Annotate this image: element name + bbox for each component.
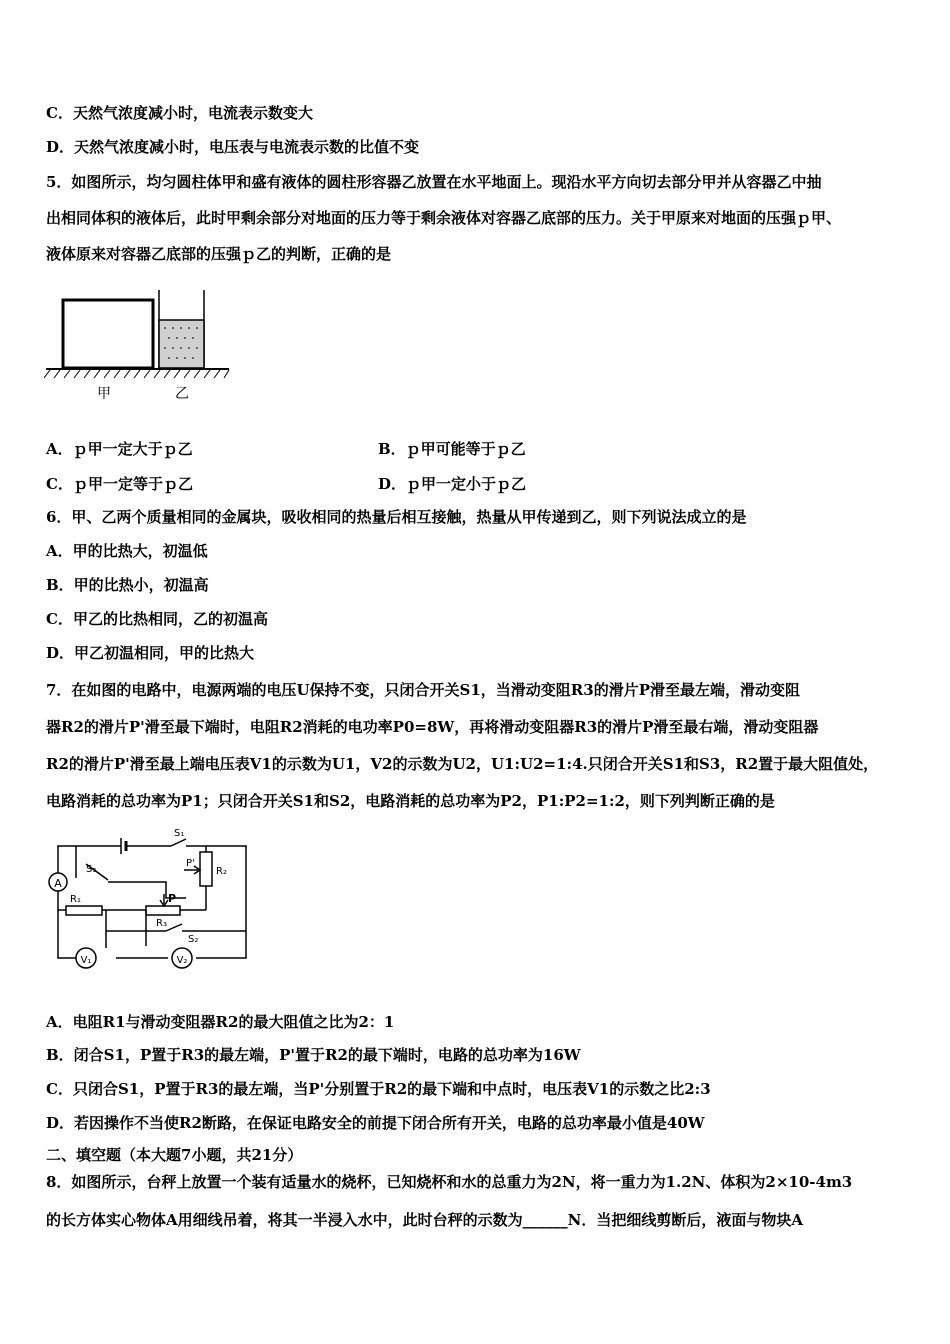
- q5-stem-line1: 5．如图所示，均匀圆柱体甲和盛有液体的圆柱形容器乙放置在水平地面上。现沿水平方向切去部分甲并从容器乙中抽: [46, 173, 822, 191]
- q6-option-c: C．甲乙的比热相同，乙的初温高: [46, 610, 268, 628]
- q6-option-a: A．甲的比热大，初温低: [46, 542, 208, 560]
- q4-option-c: C．天然气浓度减小时，电流表示数变大: [46, 104, 313, 122]
- q6-option-d: D．甲乙初温相同，甲的比热大: [46, 644, 255, 662]
- q7-fig-v2: V₂: [176, 955, 188, 966]
- q8-stem-line2: 的长方体实心物体A用细线吊着，将其一半浸入水中，此时台秤的示数为______N．当把细线剪断后，液面与物块A: [46, 1211, 803, 1229]
- q7-fig-p: P: [168, 892, 177, 905]
- q5-fig-label-yi: 乙: [175, 386, 189, 402]
- q5-fig-label-jia: 甲: [97, 386, 111, 402]
- q5-option-a: A．ｐ甲一定大于ｐ乙: [46, 440, 193, 458]
- q7-stem-line2: 器R2的滑片P'滑至最下端时，电阻R2消耗的电功率P0=8W，再将滑动变阻器R3的滑片P滑至最右端，滑动变阻器: [46, 718, 819, 736]
- q7-option-c: C．只闭合S1，P置于R3的最左端，当P'分别置于R2的最下端和中点时，电压表V1的示数之比2:3: [46, 1080, 711, 1098]
- section-heading: 二、填空题（本大题7小题，共21分）: [46, 1146, 303, 1164]
- q7-circuit-figure: [46, 826, 256, 976]
- q5-stem-line2: 出相同体积的液体后，此时甲剩余部分对地面的压力等于剩余液体对容器乙底部的压力。关于甲原来对地面的压强ｐ甲、: [46, 209, 842, 227]
- q7-stem-line3: R2的滑片P'滑至最上端电压表V1的示数为U1，V2的示数为U2，U1:U2=1:4.只闭合开关S1和S3，R2置于最大阻值处，: [46, 755, 879, 773]
- q7-fig-r3: R₃: [156, 918, 167, 929]
- q5-option-c: C．ｐ甲一定等于ｐ乙: [46, 475, 193, 493]
- q7-fig-ammeter: A: [54, 877, 62, 890]
- q7-fig-s3: S₃: [86, 864, 97, 875]
- q7-fig-v1: V₁: [80, 955, 92, 966]
- q7-fig-s2: S₂: [188, 934, 199, 945]
- q7-stem-line4: 电路消耗的总功率为P1；只闭合开关S1和S2，电路消耗的总功率为P2，P1:P2=1:2，则下列判断正确的是: [46, 792, 775, 810]
- q6-option-b: B．甲的比热小，初温高: [46, 576, 209, 594]
- q7-fig-s1: S₁: [174, 828, 185, 839]
- q5-figure: [44, 288, 234, 408]
- q7-fig-r2: R₂: [216, 866, 227, 877]
- q4-option-d: D．天然气浓度减小时，电压表与电流表示数的比值不变: [46, 138, 420, 156]
- q8-stem-line1: 8．如图所示，台秤上放置一个装有适量水的烧杯，已知烧杯和水的总重力为2N，将一重力为1.2N、体积为2×10-4m3: [46, 1173, 853, 1191]
- q7-fig-r1: R₁: [70, 894, 81, 905]
- q6-stem: 6．甲、乙两个质量相同的金属块，吸收相同的热量后相互接触，热量从甲传递到乙，则下列说法成立的是: [46, 508, 747, 526]
- q7-fig-pp: P': [186, 858, 195, 869]
- q7-option-d: D．若因操作不当使R2断路，在保证电路安全的前提下闭合所有开关，电路的总功率最小值是40W: [46, 1114, 705, 1132]
- q5-option-b: B．ｐ甲可能等于ｐ乙: [378, 440, 526, 458]
- q7-option-a: A．电阻R1与滑动变阻器R2的最大阻值之比为2：1: [46, 1013, 395, 1031]
- q7-option-b: B．闭合S1，P置于R3的最左端，P'置于R2的最下端时，电路的总功率为16W: [46, 1046, 581, 1064]
- q5-stem-line3: 液体原来对容器乙底部的压强ｐ乙的判断，正确的是: [46, 245, 392, 263]
- q7-stem-line1: 7．在如图的电路中，电源两端的电压U保持不变，只闭合开关S1，当滑动变阻R3的滑片P滑至最左端，滑动变阻: [46, 681, 800, 699]
- q5-option-d: D．ｐ甲一定小于ｐ乙: [378, 475, 527, 493]
